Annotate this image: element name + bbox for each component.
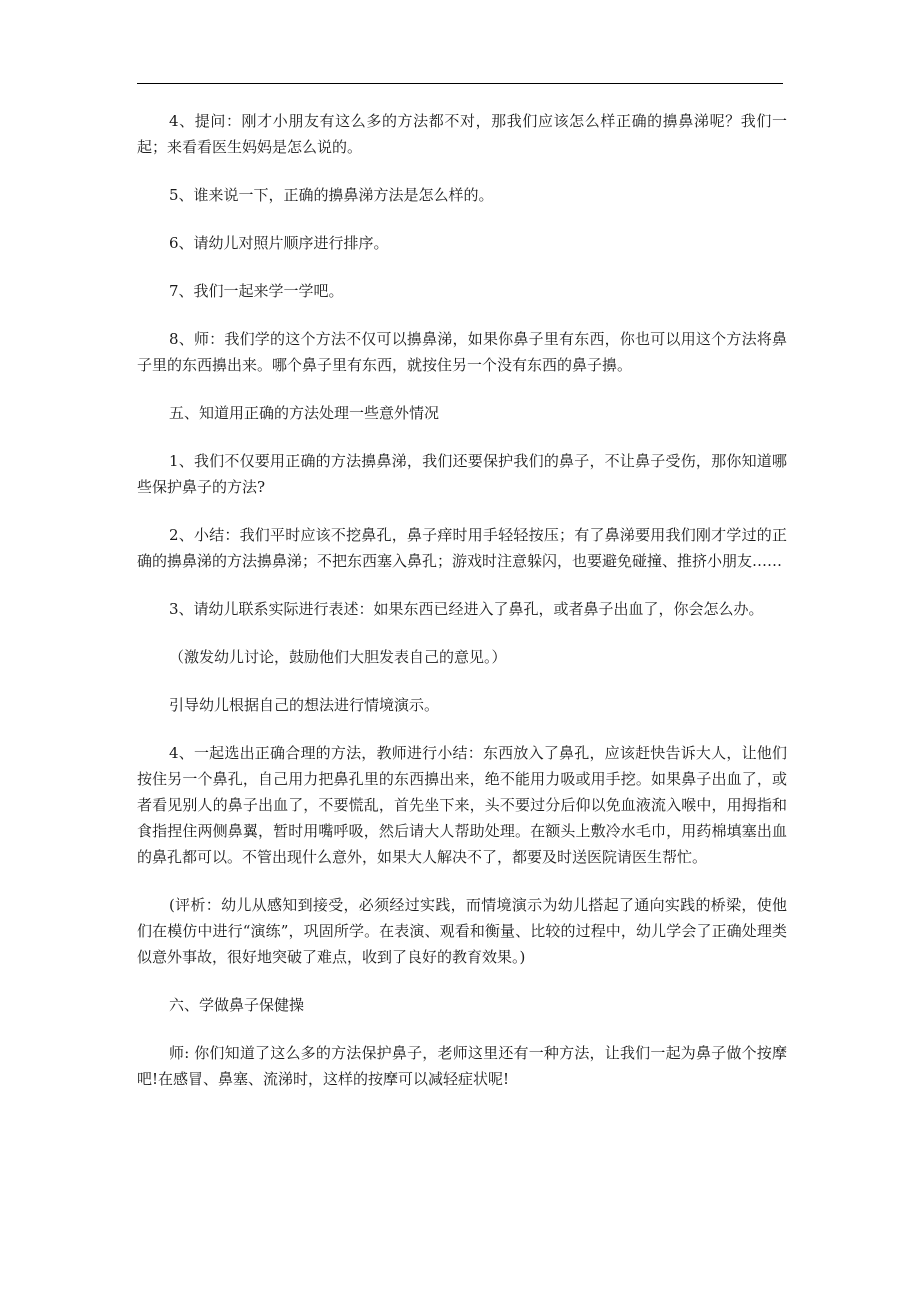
paragraph-4-question: 4、提问：刚才小朋友有这么多的方法都不对，那我们应该怎么样正确的擤鼻涕呢？我们一起；来看看医生妈妈是怎么说的。 (137, 112, 787, 156)
paragraph-6-sort-photos: 6、请幼儿对照片顺序进行排序。 (169, 234, 389, 252)
paragraph-8-teacher: 8、师：我们学的这个方法不仅可以擤鼻涕，如果你鼻子里有东西，你也可以用这个方法将鼻子里的东西擤出来。哪个鼻子里有东西，就按住另一个没有东西的鼻子擤。 (137, 330, 787, 374)
paragraph-1-protect-nose: 1、我们不仅要用正确的方法擤鼻涕，我们还要保护我们的鼻子，不让鼻子受伤，那你知道哪些保护鼻子的方法? (137, 452, 787, 496)
paragraph-teacher-massage: 师: 你们知道了这么多的方法保护鼻子，老师这里还有一种方法，让我们一起为鼻子做个按摩吧!在感冒、鼻塞、流涕时，这样的按摩可以减轻症状呢! (137, 1044, 787, 1088)
paragraph-situation-demo: 引导幼儿根据自己的想法进行情境演示。 (169, 696, 440, 714)
document-body (137, 108, 787, 1092)
paragraph-7-learn-together: 7、我们一起来学一学吧。 (169, 282, 344, 300)
paragraph-3-describe: 3、请幼儿联系实际进行表述：如果东西已经进入了鼻孔，或者鼻子出血了，你会怎么办。 (169, 600, 764, 618)
paragraph-5-who-explains: 5、谁来说一下，正确的擤鼻涕方法是怎么样的。 (169, 186, 494, 204)
paragraph-discussion-note: （激发幼儿讨论，鼓励他们大胆发表自己的意见。） (169, 648, 507, 666)
paragraph-commentary: (评析：幼儿从感知到接受，必须经过实践，而情境演示为幼儿搭起了通向实践的桥梁，使他们在模仿中进行“演练”，巩固所学。在表演、观看和衡量、比较的过程中，幼儿学会了正确处理类似意外事故，很好地突破了难点，收到了良好的教育效果。) (137, 896, 787, 966)
section-heading-6: 六、学做鼻子保健操 (169, 996, 305, 1014)
header-rule (137, 83, 783, 84)
section-heading-5: 五、知道用正确的方法处理一些意外情况 (169, 404, 440, 422)
paragraph-4-methods-summary: 4、一起选出正确合理的方法，教师进行小结：东西放入了鼻孔，应该赶快告诉大人，让他们按住另一个鼻孔，自己用力把鼻孔里的东西擤出来，绝不能用力吸或用手挖。如果鼻子出血了，或者看见别人的鼻子出血了，不要慌乱，首先坐下来，头不要过分后仰以免血液流入喉中，用拇指和食指捏住两侧鼻翼，暂时用嘴呼吸，然后请大人帮助处理。在额头上敷冷水毛巾，用药棉填塞出血的鼻孔都可以。不管出现什么意外，如果大人解决不了，都要及时送医院请医生帮忙。 (137, 744, 787, 866)
paragraph-2-summary: 2、小结：我们平时应该不挖鼻孔，鼻子痒时用手轻轻按压；有了鼻涕要用我们刚才学过的正确的擤鼻涕的方法擤鼻涕；不把东西塞入鼻孔；游戏时注意躲闪，也要避免碰撞、推挤小朋友…… (137, 526, 787, 570)
